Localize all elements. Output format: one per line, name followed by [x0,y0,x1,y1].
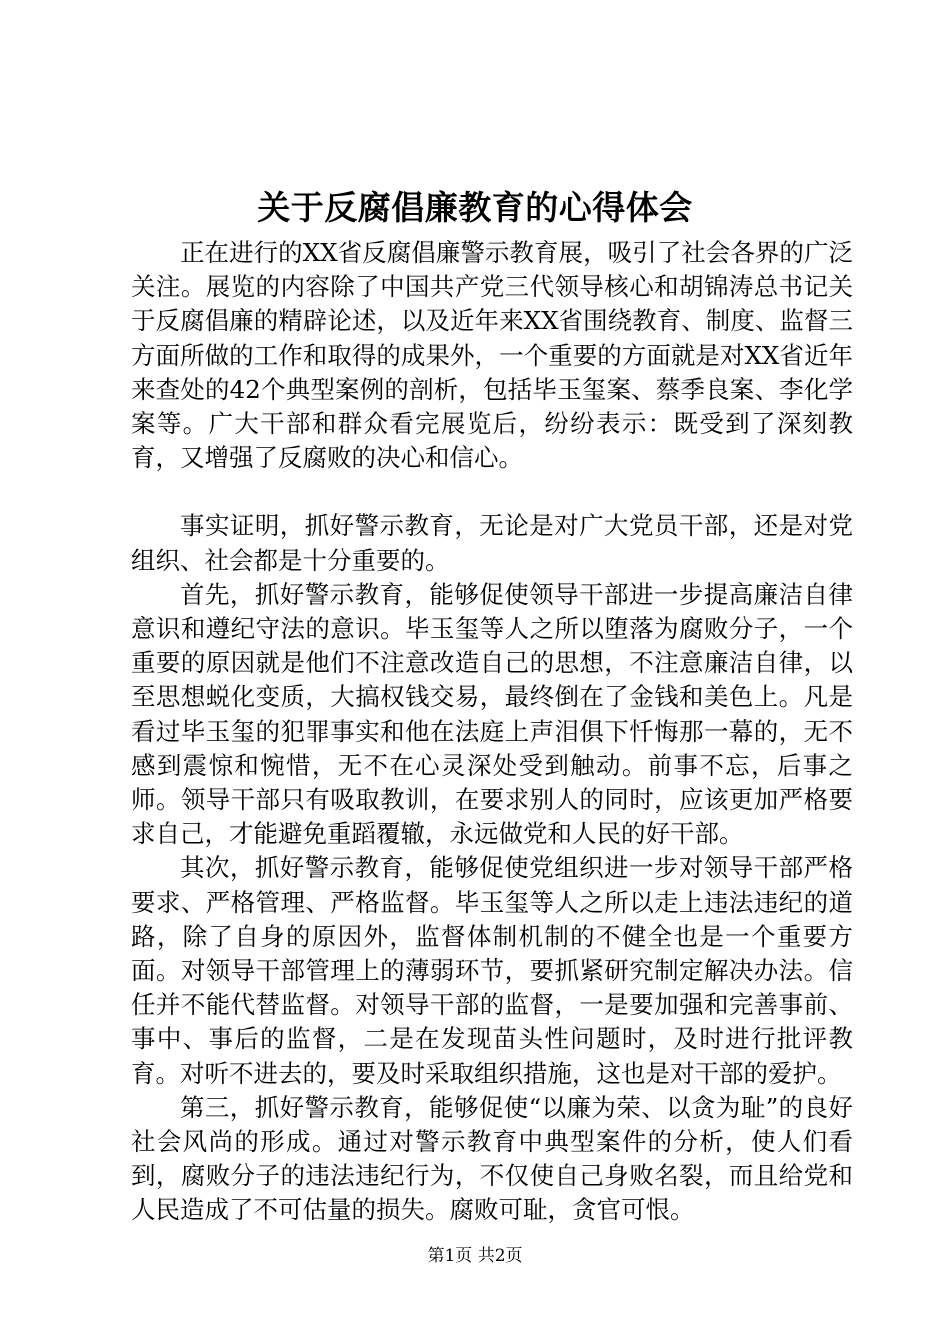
document-title: 关于反腐倡廉教育的心得体会 [257,188,693,227]
paragraph-2: 事实证明，抓好警示教育，无论是对广大党员干部，还是对党组织、社会都是十分重要的。 [131,511,853,575]
document-body [131,236,853,1228]
paragraph-4: 其次，抓好警示教育，能够促使党组织进一步对领导干部严格要求、严格管理、严格监督。毕玉玺等人之所以走上违法违纪的道路，除了自身的原因外，监督体制机制的不健全也是一个重要方面。对领导干部管理上的薄弱环节，要抓紧研究制定解决办法。信任并不能代替监督。对领导干部的监督，一是要加强和完善事前、事中、事后的监督，二是在发现苗头性问题时，及时进行批评教育。对听不进去的，要及时采取组织措施，这也是对干部的爱护。 [131,853,853,1088]
paragraph-3: 首先，抓好警示教育，能够促使领导干部进一步提高廉洁自律意识和遵纪守法的意识。毕玉玺等人之所以堕落为腐败分子，一个重要的原因就是他们不注意改造自己的思想，不注意廉洁自律，以至思想蜕化变质，大搞权钱交易，最终倒在了金钱和美色上。凡是看过毕玉玺的犯罪事实和他在法庭上声泪俱下忏悔那一幕的，无不感到震惊和惋惜，无不在心灵深处受到触动。前事不忘，后事之师。领导干部只有吸取教训，在要求别人的同时，应该更加严格要求自己，才能避免重蹈覆辙，永远做党和人民的好干部。 [131,579,853,849]
paragraph-1: 正在进行的XX省反腐倡廉警示教育展，吸引了社会各界的广泛关注。展览的内容除了中国共产党三代领导核心和胡锦涛总书记关于反腐倡廉的精辟论述，以及近年来XX省围绕教育、制度、监督三方面所做的工作和取得的成果外，一个重要的方面就是对XX省近年来查处的42个典型案例的剖析，包括毕玉玺案、蔡季良案、李化学案等。广大干部和群众看完展览后，纷纷表示：既受到了深刻教育，又增强了反腐败的决心和信心。 [131,238,853,473]
page-number-footer: 第1页 共2页 [427,1246,523,1266]
paragraph-5: 第三，抓好警示教育，能够促使“以廉为荣、以贪为耻”的良好社会风尚的形成。通过对警示教育中典型案件的分析，使人们看到，腐败分子的违法违纪行为，不仅使自己身败名裂，而且给党和人民造成了不可估量的损失。腐败可耻，贪官可恨。 [131,1092,853,1225]
